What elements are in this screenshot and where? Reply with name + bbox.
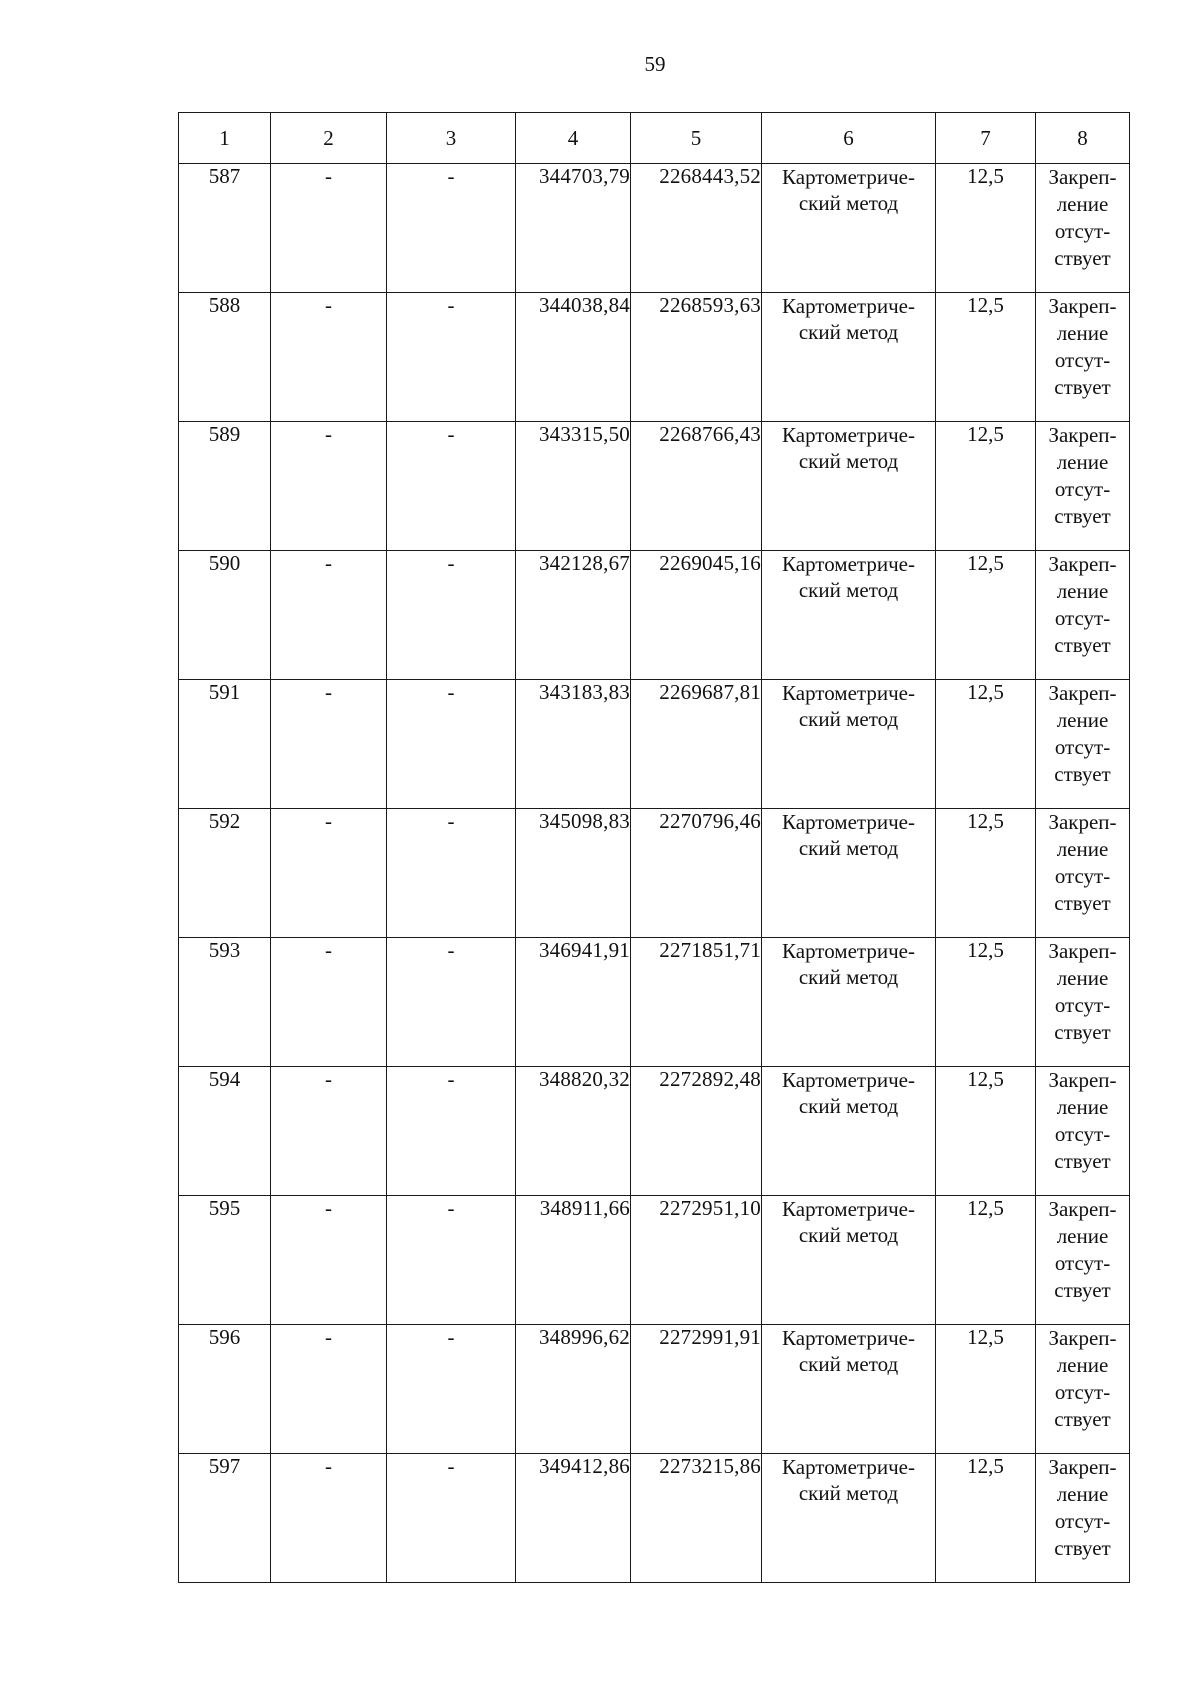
fixation-cell-line: Закреп- xyxy=(1048,1455,1117,1479)
fixation-cell-line: ствует xyxy=(1054,246,1111,270)
x-coordinate-cell: 344703,79 xyxy=(516,164,631,293)
boundary-points-table xyxy=(178,112,1130,1583)
header-col-2: 2 xyxy=(271,113,387,164)
fixation-cell-line: Закреп- xyxy=(1048,1197,1117,1221)
fixation-cell-line: ствует xyxy=(1054,633,1111,657)
col2-cell: - xyxy=(271,1325,387,1454)
fixation-cell-line: ствует xyxy=(1054,762,1111,786)
table-row xyxy=(179,293,1130,422)
accuracy-cell: 12,5 xyxy=(936,293,1036,422)
fixation-cell-line: отсут- xyxy=(1054,1509,1111,1533)
fixation-cell xyxy=(1036,809,1130,938)
point-number-cell: 592 xyxy=(179,809,271,938)
x-coordinate-cell: 343183,83 xyxy=(516,680,631,809)
col3-cell: - xyxy=(387,1067,516,1196)
method-cell-line: ский метод xyxy=(798,578,899,602)
y-coordinate-cell: 2268593,63 xyxy=(631,293,762,422)
fixation-cell-line: Закреп- xyxy=(1048,939,1117,963)
fixation-cell-line: Закреп- xyxy=(1048,294,1117,318)
y-coordinate-cell: 2270796,46 xyxy=(631,809,762,938)
fixation-cell-line: Закреп- xyxy=(1048,1068,1117,1092)
col3-cell: - xyxy=(387,1196,516,1325)
y-coordinate-cell: 2272991,91 xyxy=(631,1325,762,1454)
method-cell xyxy=(762,1196,936,1325)
accuracy-cell: 12,5 xyxy=(936,551,1036,680)
header-col-3: 3 xyxy=(387,113,516,164)
fixation-cell-line: ствует xyxy=(1054,1407,1111,1431)
header-col-8: 8 xyxy=(1036,113,1130,164)
col3-cell: - xyxy=(387,551,516,680)
x-coordinate-cell: 346941,91 xyxy=(516,938,631,1067)
fixation-cell-line: отсут- xyxy=(1054,1251,1111,1275)
method-cell-line: ский метод xyxy=(798,1481,899,1505)
point-number-cell: 595 xyxy=(179,1196,271,1325)
col2-cell: - xyxy=(271,938,387,1067)
method-cell-line: Картометриче- xyxy=(782,1068,915,1092)
method-cell xyxy=(762,680,936,809)
fixation-cell xyxy=(1036,1067,1130,1196)
col3-cell: - xyxy=(387,422,516,551)
x-coordinate-cell: 348996,62 xyxy=(516,1325,631,1454)
y-coordinate-cell: 2272892,48 xyxy=(631,1067,762,1196)
fixation-cell-line: ствует xyxy=(1054,375,1111,399)
header-row xyxy=(179,113,1130,164)
fixation-cell-line: Закреп- xyxy=(1048,1326,1117,1350)
accuracy-cell: 12,5 xyxy=(936,1067,1036,1196)
col3-cell: - xyxy=(387,938,516,1067)
method-cell-line: ский метод xyxy=(798,191,899,215)
fixation-cell-line: ствует xyxy=(1054,1536,1111,1560)
fixation-cell-line: ление xyxy=(1056,192,1109,216)
fixation-cell xyxy=(1036,422,1130,551)
method-cell xyxy=(762,422,936,551)
col2-cell: - xyxy=(271,293,387,422)
x-coordinate-cell: 349412,86 xyxy=(516,1454,631,1583)
point-number-cell: 587 xyxy=(179,164,271,293)
method-cell-line: Картометриче- xyxy=(782,1455,915,1479)
fixation-cell-line: ствует xyxy=(1054,1020,1111,1044)
col3-cell: - xyxy=(387,680,516,809)
fixation-cell-line: отсут- xyxy=(1054,219,1111,243)
col3-cell: - xyxy=(387,164,516,293)
fixation-cell-line: ление xyxy=(1056,1482,1109,1506)
col3-cell: - xyxy=(387,1325,516,1454)
fixation-cell-line: Закреп- xyxy=(1048,423,1117,447)
fixation-cell-line: Закреп- xyxy=(1048,165,1117,189)
point-number-cell: 597 xyxy=(179,1454,271,1583)
table-row xyxy=(179,1325,1130,1454)
method-cell-line: ский метод xyxy=(798,707,899,731)
header-col-5: 5 xyxy=(631,113,762,164)
fixation-cell xyxy=(1036,1454,1130,1583)
fixation-cell-line: ление xyxy=(1056,450,1109,474)
table-row xyxy=(179,680,1130,809)
col3-cell: - xyxy=(387,293,516,422)
method-cell-line: ский метод xyxy=(798,836,899,860)
method-cell xyxy=(762,938,936,1067)
fixation-cell-line: отсут- xyxy=(1054,1380,1111,1404)
fixation-cell-line: Закреп- xyxy=(1048,552,1117,576)
accuracy-cell: 12,5 xyxy=(936,164,1036,293)
fixation-cell-line: ление xyxy=(1056,1224,1109,1248)
method-cell-line: Картометриче- xyxy=(782,165,915,189)
fixation-cell xyxy=(1036,938,1130,1067)
method-cell-line: ский метод xyxy=(798,965,899,989)
accuracy-cell: 12,5 xyxy=(936,809,1036,938)
col2-cell: - xyxy=(271,680,387,809)
accuracy-cell: 12,5 xyxy=(936,938,1036,1067)
x-coordinate-cell: 345098,83 xyxy=(516,809,631,938)
fixation-cell xyxy=(1036,1325,1130,1454)
header-col-4: 4 xyxy=(516,113,631,164)
fixation-cell-line: ление xyxy=(1056,966,1109,990)
fixation-cell-line: ление xyxy=(1056,708,1109,732)
fixation-cell-line: отсут- xyxy=(1054,993,1111,1017)
col2-cell: - xyxy=(271,1067,387,1196)
fixation-cell xyxy=(1036,293,1130,422)
fixation-cell-line: Закреп- xyxy=(1048,810,1117,834)
x-coordinate-cell: 348911,66 xyxy=(516,1196,631,1325)
method-cell xyxy=(762,164,936,293)
accuracy-cell: 12,5 xyxy=(936,680,1036,809)
y-coordinate-cell: 2268766,43 xyxy=(631,422,762,551)
point-number-cell: 594 xyxy=(179,1067,271,1196)
accuracy-cell: 12,5 xyxy=(936,422,1036,551)
point-number-cell: 589 xyxy=(179,422,271,551)
method-cell-line: ский метод xyxy=(798,449,899,473)
method-cell xyxy=(762,1325,936,1454)
method-cell xyxy=(762,1067,936,1196)
fixation-cell-line: отсут- xyxy=(1054,864,1111,888)
accuracy-cell: 12,5 xyxy=(936,1325,1036,1454)
col3-cell: - xyxy=(387,809,516,938)
method-cell xyxy=(762,551,936,680)
y-coordinate-cell: 2273215,86 xyxy=(631,1454,762,1583)
method-cell-line: Картометриче- xyxy=(782,939,915,963)
point-number-cell: 588 xyxy=(179,293,271,422)
y-coordinate-cell: 2272951,10 xyxy=(631,1196,762,1325)
fixation-cell xyxy=(1036,551,1130,680)
method-cell-line: Картометриче- xyxy=(782,552,915,576)
y-coordinate-cell: 2268443,52 xyxy=(631,164,762,293)
fixation-cell-line: отсут- xyxy=(1054,348,1111,372)
point-number-cell: 596 xyxy=(179,1325,271,1454)
accuracy-cell: 12,5 xyxy=(936,1196,1036,1325)
fixation-cell xyxy=(1036,680,1130,809)
header-col-1: 1 xyxy=(179,113,271,164)
fixation-cell xyxy=(1036,1196,1130,1325)
table-row xyxy=(179,164,1130,293)
fixation-cell-line: отсут- xyxy=(1054,735,1111,759)
method-cell xyxy=(762,293,936,422)
fixation-cell-line: ствует xyxy=(1054,504,1111,528)
accuracy-cell: 12,5 xyxy=(936,1454,1036,1583)
fixation-cell-line: Закреп- xyxy=(1048,681,1117,705)
method-cell-line: Картометриче- xyxy=(782,423,915,447)
fixation-cell-line: ствует xyxy=(1054,891,1111,915)
x-coordinate-cell: 344038,84 xyxy=(516,293,631,422)
table-row xyxy=(179,551,1130,680)
method-cell xyxy=(762,1454,936,1583)
fixation-cell-line: отсут- xyxy=(1054,477,1111,501)
fixation-cell-line: ление xyxy=(1056,579,1109,603)
x-coordinate-cell: 342128,67 xyxy=(516,551,631,680)
fixation-cell-line: отсут- xyxy=(1054,1122,1111,1146)
col2-cell: - xyxy=(271,422,387,551)
fixation-cell-line: отсут- xyxy=(1054,606,1111,630)
col3-cell: - xyxy=(387,1454,516,1583)
fixation-cell-line: ление xyxy=(1056,1353,1109,1377)
fixation-cell-line: ствует xyxy=(1054,1278,1111,1302)
method-cell-line: Картометриче- xyxy=(782,1326,915,1350)
y-coordinate-cell: 2269045,16 xyxy=(631,551,762,680)
method-cell-line: Картометриче- xyxy=(782,810,915,834)
x-coordinate-cell: 343315,50 xyxy=(516,422,631,551)
point-number-cell: 591 xyxy=(179,680,271,809)
fixation-cell-line: ствует xyxy=(1054,1149,1111,1173)
fixation-cell-line: ление xyxy=(1056,321,1109,345)
method-cell-line: ский метод xyxy=(798,320,899,344)
fixation-cell-line: ление xyxy=(1056,1095,1109,1119)
table-row xyxy=(179,1067,1130,1196)
y-coordinate-cell: 2269687,81 xyxy=(631,680,762,809)
table-row xyxy=(179,938,1130,1067)
header-col-7: 7 xyxy=(936,113,1036,164)
method-cell xyxy=(762,809,936,938)
table-row xyxy=(179,1454,1130,1583)
y-coordinate-cell: 2271851,71 xyxy=(631,938,762,1067)
x-coordinate-cell: 348820,32 xyxy=(516,1067,631,1196)
col2-cell: - xyxy=(271,551,387,680)
table-row xyxy=(179,809,1130,938)
method-cell-line: ский метод xyxy=(798,1223,899,1247)
method-cell-line: Картометриче- xyxy=(782,1197,915,1221)
page-number: 59 xyxy=(644,52,666,76)
header-col-6: 6 xyxy=(762,113,936,164)
table-row xyxy=(179,1196,1130,1325)
fixation-cell xyxy=(1036,164,1130,293)
method-cell-line: ский метод xyxy=(798,1352,899,1376)
method-cell-line: Картометриче- xyxy=(782,681,915,705)
method-cell-line: ский метод xyxy=(798,1094,899,1118)
col2-cell: - xyxy=(271,1196,387,1325)
table-row xyxy=(179,422,1130,551)
col2-cell: - xyxy=(271,164,387,293)
method-cell-line: Картометриче- xyxy=(782,294,915,318)
point-number-cell: 590 xyxy=(179,551,271,680)
point-number-cell: 593 xyxy=(179,938,271,1067)
fixation-cell-line: ление xyxy=(1056,837,1109,861)
col2-cell: - xyxy=(271,1454,387,1583)
col2-cell: - xyxy=(271,809,387,938)
